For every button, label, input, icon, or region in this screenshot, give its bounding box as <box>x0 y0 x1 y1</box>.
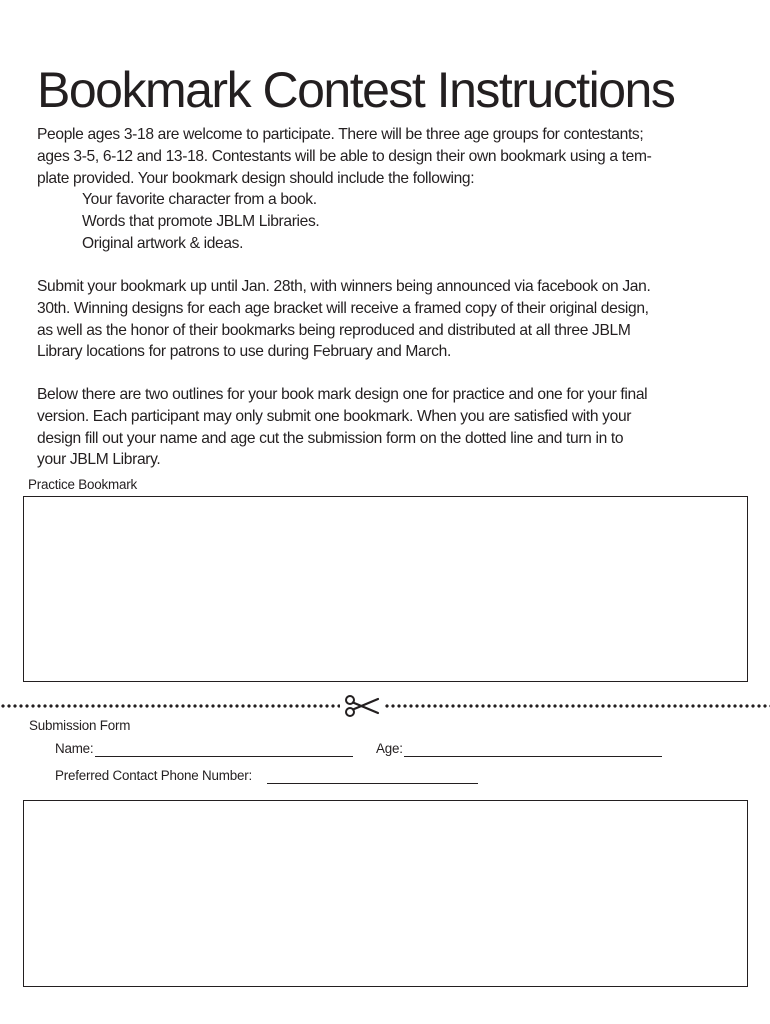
submit-line: Library locations for patrons to use during February and March. <box>37 343 451 361</box>
outlines-paragraph <box>37 384 737 471</box>
submit-line: 30th. Winning designs for each age bracket will receive a framed copy of their original design, <box>37 299 649 317</box>
requirement-item: Words that promote JBLM Libraries. <box>82 213 320 231</box>
age-label: Age: <box>376 741 403 756</box>
submission-form-heading: Submission Form <box>29 718 131 733</box>
intro-line: People ages 3-18 are welcome to participate. There will be three age groups for contestants; <box>37 126 644 143</box>
intro-paragraph <box>37 124 737 255</box>
page-title: Bookmark Contest Instructions <box>37 62 675 118</box>
submit-line: Submit your bookmark up until Jan. 28th, with winners being announced via facebook on Jan. <box>37 278 651 295</box>
intro-line: plate provided. Your bookmark design should include the following: <box>37 169 475 187</box>
outlines-line: your JBLM Library. <box>37 451 161 469</box>
phone-label: Preferred Contact Phone Number: <box>55 768 252 783</box>
intro-line: ages 3-5, 6-12 and 13-18. Contestants will be able to design their own bookmark using a tem- <box>37 147 652 165</box>
requirement-item: Original artwork & ideas. <box>82 234 244 252</box>
age-field[interactable] <box>404 756 662 757</box>
submit-paragraph <box>37 276 737 363</box>
dotted-line-right <box>384 704 770 708</box>
name-label: Name: <box>55 741 94 756</box>
cut-line <box>0 699 770 713</box>
final-bookmark-area[interactable] <box>23 800 748 987</box>
requirement-item: Your favorite character from a book. <box>82 191 317 209</box>
name-field[interactable] <box>95 756 353 757</box>
practice-bookmark-area[interactable] <box>23 496 748 682</box>
scissors-icon <box>344 694 380 718</box>
outlines-line: design fill out your name and age cut the submission form on the dotted line and turn in to <box>37 429 624 447</box>
practice-bookmark-label: Practice Bookmark <box>28 477 137 492</box>
outlines-line: Below there are two outlines for your book mark design one for practice and one for your final <box>37 386 648 403</box>
phone-field[interactable] <box>267 783 478 784</box>
dotted-line-left <box>0 704 340 708</box>
submit-line: as well as the honor of their bookmarks being reproduced and distributed at all three JBLM <box>37 321 631 339</box>
outlines-line: version. Each participant may only submit one bookmark. When you are satisfied with your <box>37 407 632 425</box>
